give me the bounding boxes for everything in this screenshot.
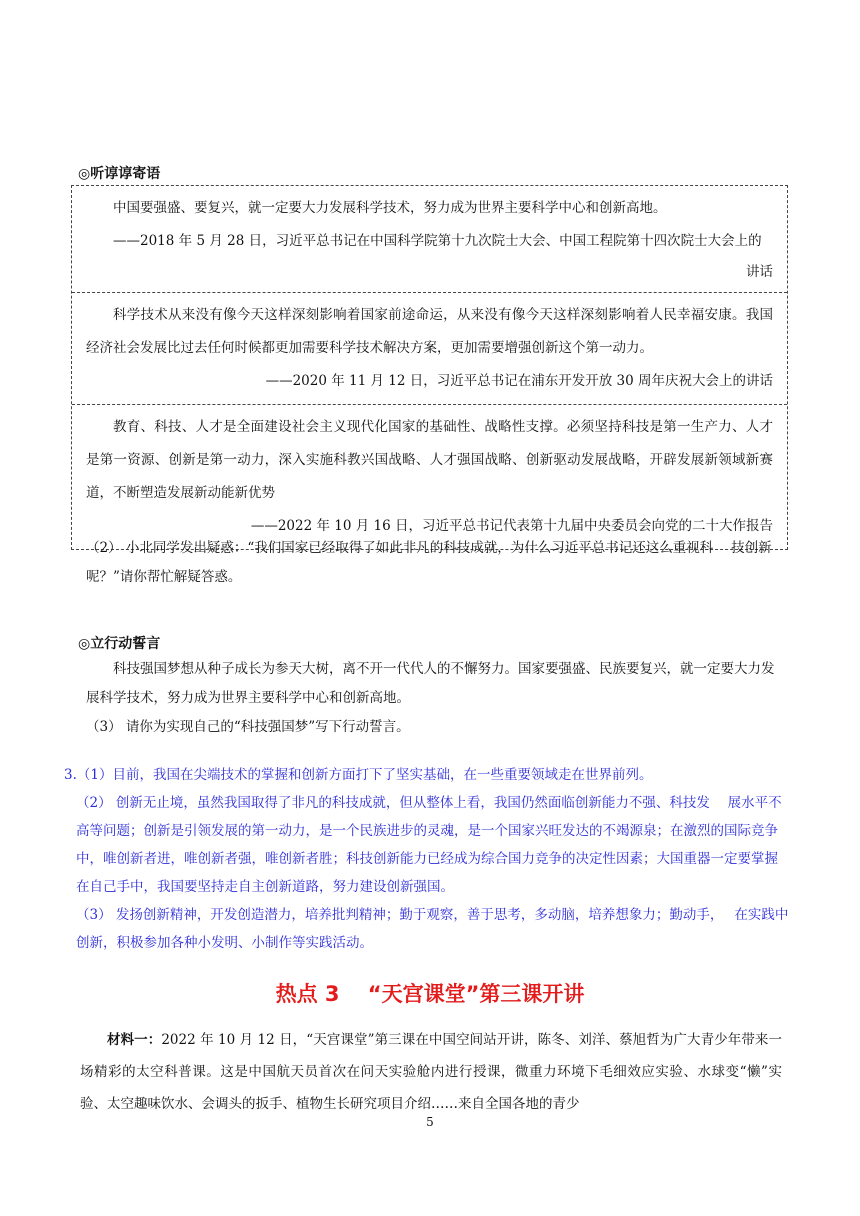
section-heading-action: ◎立行动誓言 [78, 636, 161, 652]
quote-cell-1 [72, 186, 787, 292]
material-text: 2022 年 10 月 12 日，“天宫课堂”第三课在中国空间站开讲，陈冬、刘洋、蔡旭哲为广大青少年带来一场精彩的太空科普课。这是中国航天员首次在问天实验舱内进行授课，微重力环境下毛细效应实验、水球变“懒”实验、太空趣味饮水、会调头的扳手、植物生长研究项目介绍……来自全国各地的青少 [80, 1032, 782, 1112]
material-label: 材料一： [107, 1032, 162, 1048]
question-2: （2） 小北同学发出疑惑：“我们国家已经取得了如此非凡的科技成就，为什么习近平总书记还这么重视科 技创新呢？”请你帮忙解疑答惑。 [86, 540, 772, 585]
answer-block [64, 761, 790, 957]
quote-source-2: ——2020 年 11 月 12 日，习近平总书记在浦东开发开放 30 周年庆祝大会上的讲话 [265, 373, 773, 389]
quote-text-3: 教育、科技、人才是全面建设社会主义现代化国家的基础性、战略性支撑。必须坚持科技是第一生产力、人才是第一资源、创新是第一动力，深入实施科教兴国战略、人才强国战略、创新驱动发展战略，开辟发展新领域新赛道，不断塑造发展新动能新优势 [86, 419, 773, 501]
question-3: （3） 请你为实现自己的“科技强国梦”写下行动誓言。 [86, 719, 410, 735]
quote-source-1: ——2018 年 5 月 28 日，习近平总书记在中国科学院第十九次院士大会、中国工程院第十四次院士大会上的 [113, 233, 762, 249]
quote-source-1-cont: 讲话 [746, 264, 773, 280]
quote-source-3: ——2022 年 10 月 16 日，习近平总书记代表第十九届中央委员会向党的二十大作报告 [250, 518, 773, 534]
material-one [80, 1024, 782, 1120]
quote-cell-2 [72, 292, 787, 404]
hotspot-title: 热点 3 “天宫课堂”第三课开讲 [275, 982, 585, 1006]
action-paragraph: 科技强国梦想从种子成长为参天大树，离不开一代代人的不懈努力。国家要强盛、民族要复兴，就一定要大力发展科学技术，努力成为世界主要科学中心和创新高地。 [86, 661, 775, 706]
quote-cell-3 [72, 404, 787, 549]
answer-2: （2） 创新无止境，虽然我国取得了非凡的科技成就，但从整体上看，我国仍然面临创新能力不强、科技发 展水平不高等问题；创新是引领发展的第一动力，是一个民族进步的灵魂，是一个国家兴旺发达的不竭源泉；在激烈的国际竞争中，唯创新者进，唯创新者强，唯创新者胜；科技创新能力已经成为综合国力竞争的决定性因素；大国重器一定要掌握在自己手中，我国要坚持走自主创新道路，努力建设创新强国。 [76, 795, 782, 895]
answer-3: （3） 发扬创新精神，开发创造潜力，培养批判精神；勤于观察，善于思考，多动脑，培养想象力；勤动手， 在实践中创新，积极参加各种小发明、小制作等实践活动。 [76, 907, 789, 951]
page-number: 5 [426, 1115, 434, 1129]
quote-text-1: 中国要强盛、要复兴，就一定要大力发展科学技术，努力成为世界主要科学中心和创新高地。 [113, 200, 667, 216]
section-heading-listen: ◎听谆谆寄语 [78, 166, 161, 182]
quote-text-2: 科学技术从来没有像今天这样深刻影响着国家前途命运，从来没有像今天这样深刻影响着人民幸福安康。我国经济社会发展比过去任何时候都更加需要科学技术解决方案，更加需要增强创新这个第一动力。 [86, 307, 773, 356]
quote-table [71, 185, 788, 550]
answer-1: 3.（1）目前，我国在尖端技术的掌握和创新方面打下了坚实基础，在一些重要领域走在世界前列。 [64, 767, 653, 783]
